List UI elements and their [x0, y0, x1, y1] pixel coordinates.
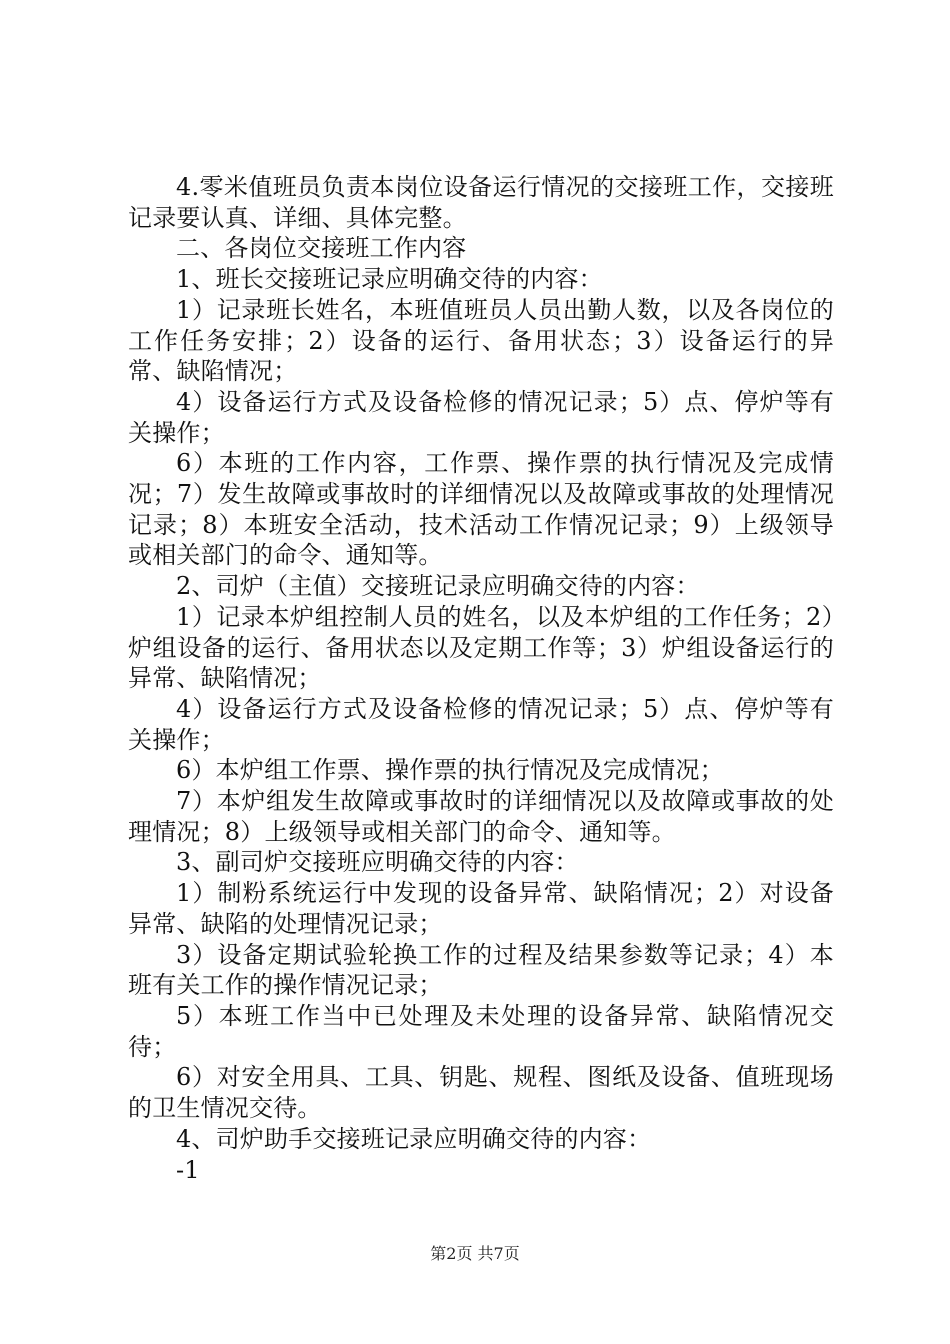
paragraph: 6）本炉组工作票、操作票的执行情况及完成情况；	[176, 756, 724, 785]
section-heading: 二、各岗位交接班工作内容	[176, 234, 467, 263]
paragraph: -1	[176, 1155, 200, 1184]
paragraph: 4）设备运行方式及设备检修的情况记录；5）点、停炉等有关操作；	[128, 387, 834, 447]
paragraph: 1）记录班长姓名，本班值班员人员出勤人数，以及各岗位的工作任务安排；2）设备的运行、备用状态；3）设备运行的异常、缺陷情况；	[128, 295, 834, 386]
paragraph: 3）设备定期试验轮换工作的过程及结果参数等记录；4）本班有关工作的操作情况记录；	[128, 940, 834, 1000]
paragraph: 4）设备运行方式及设备检修的情况记录；5）点、停炉等有关操作；	[128, 694, 834, 754]
paragraph: 6）本班的工作内容，工作票、操作票的执行情况及完成情况；7）发生故障或事故时的详细情况以及故障或事故的处理情况记录；8）本班安全活动，技术活动工作情况记录；9）上级领导或相关部门的命令、通知等。	[128, 449, 834, 570]
document-body	[128, 172, 834, 1185]
paragraph: 7）本炉组发生故障或事故时的详细情况以及故障或事故的处理情况；8）上级领导或相关部门的命令、通知等。	[128, 787, 834, 846]
paragraph: 1）记录本炉组控制人员的姓名，以及本炉组的工作任务；2）炉组设备的运行、备用状态以及定期工作等；3）炉组设备运行的异常、缺陷情况；	[128, 602, 834, 693]
paragraph: 1）制粉系统运行中发现的设备异常、缺陷情况；2）对设备异常、缺陷的处理情况记录；	[128, 879, 834, 938]
page-footer	[0, 1243, 950, 1265]
subsection-heading: 3、副司炉交接班应明确交待的内容：	[176, 848, 579, 877]
paragraph: 5）本班工作当中已处理及未处理的设备异常、缺陷情况交待；	[128, 1001, 834, 1061]
subsection-heading: 4、司炉助手交接班记录应明确交待的内容：	[176, 1124, 652, 1153]
page-number-label: 第2页 共7页	[430, 1244, 520, 1263]
paragraph: 4.零米值班员负责本岗位设备运行情况的交接班工作，交接班记录要认真、详细、具体完整。	[128, 173, 834, 232]
subsection-heading: 1、班长交接班记录应明确交待的内容：	[176, 265, 603, 294]
subsection-heading: 2、司炉（主值）交接班记录应明确交待的内容：	[176, 572, 700, 601]
paragraph: 6）对安全用具、工具、钥匙、规程、图纸及设备、值班现场的卫生情况交待。	[128, 1063, 834, 1123]
